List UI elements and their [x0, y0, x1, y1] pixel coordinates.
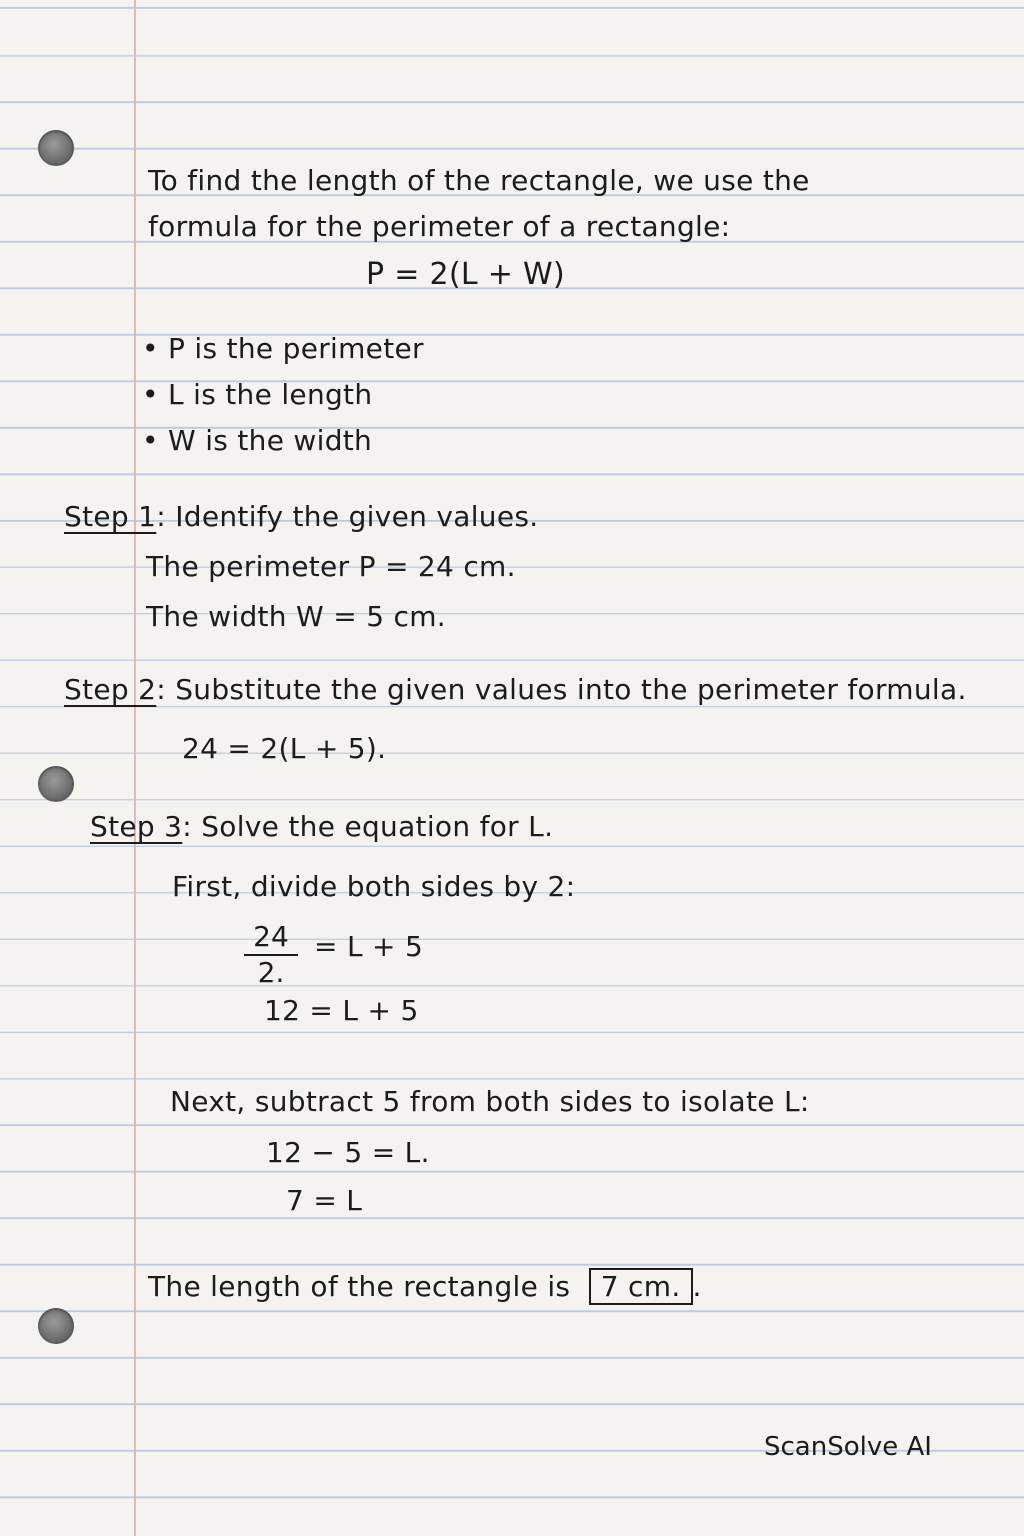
punch-hole-middle — [38, 766, 74, 802]
intro-line-2: formula for the perimeter of a rectangle: — [148, 210, 731, 243]
perimeter-formula: P = 2(L + W) — [366, 257, 565, 292]
answer-suffix: . — [692, 1270, 702, 1303]
step1-perimeter: The perimeter P = 24 cm. — [146, 550, 516, 583]
punch-hole-bottom — [38, 1308, 74, 1344]
answer-prefix: The length of the rectangle is — [148, 1270, 571, 1303]
step1-label: Step 1 — [64, 500, 157, 533]
punch-hole-top — [38, 130, 74, 166]
answer-line — [148, 1270, 702, 1304]
fraction-24-over-2 — [244, 920, 298, 990]
step2-text: : Substitute the given values into the perimeter formula. — [156, 673, 967, 706]
brand-signature: ScanSolve AI — [764, 1432, 932, 1462]
fraction-rhs: = L + 5 — [314, 930, 424, 963]
definition-p: • P is the perimeter — [142, 332, 424, 365]
step1-heading — [64, 500, 538, 534]
step1-text: : Identify the given values. — [156, 500, 539, 533]
margin-line — [134, 0, 136, 1536]
step2-label: Step 2 — [64, 673, 157, 706]
step3-eq3: 12 − 5 = L. — [266, 1136, 430, 1169]
step3-eq2: 12 = L + 5 — [264, 994, 419, 1027]
step3-text: : Solve the equation for L. — [182, 810, 554, 843]
step2-equation: 24 = 2(L + 5). — [182, 732, 387, 765]
step3-next: Next, subtract 5 from both sides to isolate L: — [170, 1085, 810, 1118]
definition-l: • L is the length — [142, 378, 373, 411]
definition-w: • W is the width — [142, 424, 373, 457]
fraction-denominator: 2. — [257, 956, 285, 989]
step3-first: First, divide both sides by 2: — [172, 870, 576, 903]
step3-heading — [90, 810, 553, 844]
step3-label: Step 3 — [90, 810, 183, 843]
fraction-numerator: 24 — [244, 920, 298, 956]
step2-heading — [64, 673, 967, 707]
intro-line-1: To find the length of the rectangle, we use the — [148, 164, 810, 197]
step1-width: The width W = 5 cm. — [146, 600, 446, 633]
step3-eq4: 7 = L — [286, 1184, 363, 1217]
answer-box: 7 cm. — [589, 1268, 693, 1305]
